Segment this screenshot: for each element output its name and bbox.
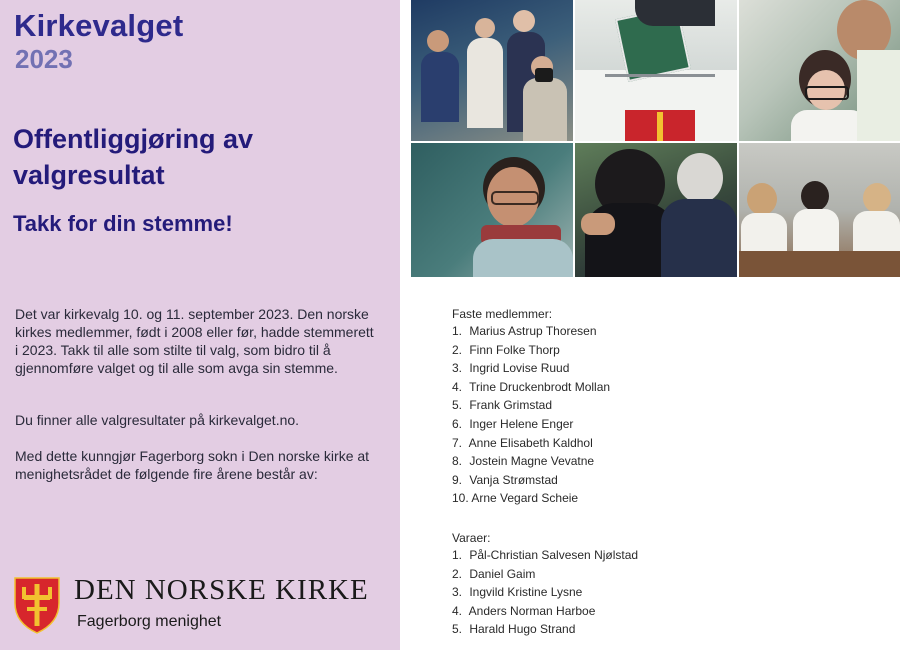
list-item xyxy=(452,583,638,602)
list-item-number: 8. xyxy=(452,454,463,469)
list-item xyxy=(452,415,610,434)
list-item xyxy=(452,620,638,639)
list-item xyxy=(452,378,610,397)
list-item-number: 5. xyxy=(452,622,463,637)
list-item-number: 6. xyxy=(452,416,463,431)
list-item-name: Pål-Christian Salvesen Njølstad xyxy=(469,548,639,562)
election-paragraph: Det var kirkevalg 10. og 11. september 2023. Den norske kirkes medlemmer, født i 2008 eller før, hadde stemmerett i 2023. Takk til alle som stilte til valg, som bidro til å gjennomføre valget og til alle som avga sin stemme. xyxy=(15,306,374,376)
list-item xyxy=(452,359,610,378)
list-item-name: Trine Druckenbrodt Mollan xyxy=(469,379,611,394)
list-item-name: Anne Elisabeth Kaldhol xyxy=(468,435,593,450)
list-item-number: 7. xyxy=(452,435,463,450)
photo-grid xyxy=(411,0,900,277)
list-item-number: 2. xyxy=(452,342,463,357)
brand-year: 2023 xyxy=(15,44,73,74)
list-item xyxy=(452,434,610,453)
photo-smiling-woman xyxy=(411,143,573,277)
list-item-name: Vanja Strømstad xyxy=(469,472,558,487)
list-item-number: 2. xyxy=(452,566,463,581)
list-item xyxy=(452,471,610,490)
page-subheadline: Takk for din stemme! xyxy=(13,211,233,236)
list-item-name: Ingvild Kristine Lysne xyxy=(469,585,583,600)
list-item-name: Marius Astrup Thoresen xyxy=(469,324,597,338)
list-item xyxy=(452,489,610,508)
list-item xyxy=(452,565,638,584)
list-item xyxy=(452,546,638,565)
list-item-number: 9. xyxy=(452,472,463,487)
list-item-name: Daniel Gaim xyxy=(469,566,536,581)
parish-name: Fagerborg menighet xyxy=(77,613,222,630)
results-panel xyxy=(400,0,900,650)
photo-ballot-box xyxy=(575,0,737,141)
list-item-name: Finn Folke Thorp xyxy=(469,342,560,357)
list-item-number: 10. xyxy=(452,491,469,506)
photo-confirmation xyxy=(739,0,900,141)
list-item-name: Harald Hugo Strand xyxy=(469,622,576,637)
announcement-paragraph: Med dette kunngjør Fagerborg sokn i Den norske kirke at menighetsrådet de følgende fire årene består av: xyxy=(15,448,370,482)
list-item-number: 1. xyxy=(452,324,463,338)
photo-congregation xyxy=(411,0,573,141)
substitutes-heading: Varaer: xyxy=(452,531,491,545)
list-item-number: 4. xyxy=(452,379,463,394)
info-panel xyxy=(0,0,400,650)
list-item-name: Anders Norman Harboe xyxy=(468,603,596,618)
church-cross-shield-icon xyxy=(12,575,62,635)
list-item-name: Arne Vegard Scheie xyxy=(471,491,579,506)
list-item-name: Jostein Magne Vevatne xyxy=(469,454,595,469)
list-item xyxy=(452,341,610,360)
list-item-name: Frank Grimstad xyxy=(469,398,553,413)
members-heading: Faste medlemmer: xyxy=(452,307,553,321)
list-item-number: 4. xyxy=(452,603,463,618)
photo-embrace xyxy=(575,143,737,277)
list-item-number: 3. xyxy=(452,361,463,376)
list-item xyxy=(452,322,610,341)
list-item-name: Inger Helene Enger xyxy=(469,416,574,431)
list-item xyxy=(452,602,638,621)
page-headline: Offentliggjøring av valgresultat xyxy=(13,124,253,190)
list-item-name: Ingrid Lovise Ruud xyxy=(469,361,570,376)
list-item xyxy=(452,452,610,471)
list-item-number: 5. xyxy=(452,398,463,413)
list-item-number: 3. xyxy=(452,585,463,600)
photo-choir xyxy=(739,143,900,277)
members-list xyxy=(452,322,610,508)
brand-title: Kirkevalget xyxy=(14,8,184,43)
results-paragraph: Du finner alle valgresultater på kirkevalget.no. xyxy=(15,412,300,428)
church-name: DEN NORSKE KIRKE xyxy=(74,574,369,606)
list-item xyxy=(452,396,610,415)
list-item-number: 1. xyxy=(452,548,463,562)
substitutes-list xyxy=(452,546,638,639)
